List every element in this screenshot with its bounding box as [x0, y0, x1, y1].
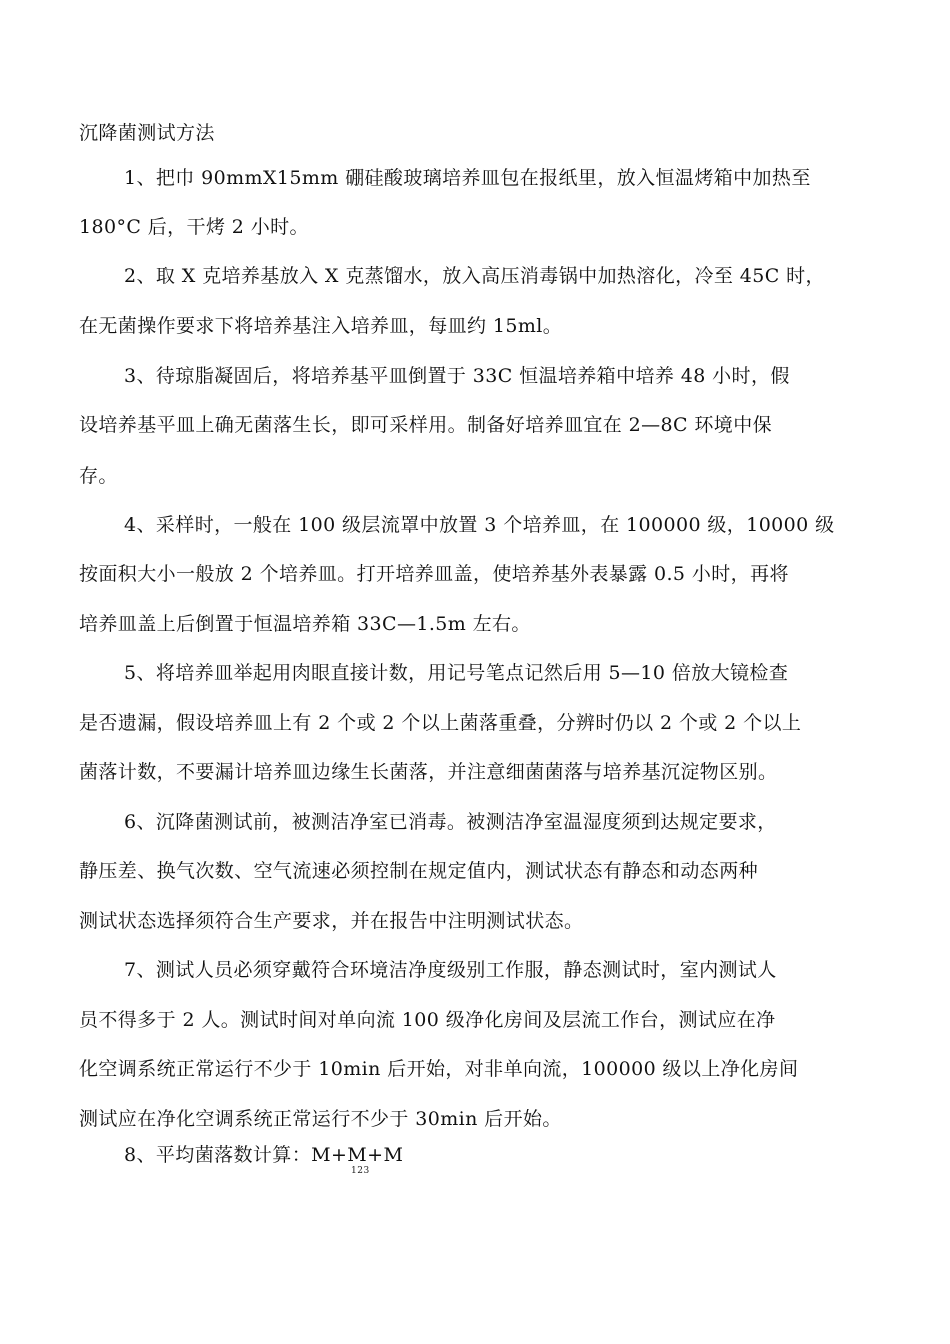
- paragraph-3-line-2: 设培养基平皿上确无菌落生长，即可采样用。制备好培养皿宜在 2—8C 环境中保: [79, 414, 772, 436]
- paragraph-4-line-3: 培养皿盖上后倒置于恒温培养箱 33C—1.5m 左右。: [79, 613, 531, 635]
- paragraph-2-line-1: 2、取 X 克培养基放入 X 克蒸馏水，放入高压消毒锅中加热溶化，冷至 45C 时，: [124, 265, 825, 287]
- paragraph-7-line-1: 7、测试人员必须穿戴符合环境洁净度级别工作服，静态测试时，室内测试人: [124, 959, 777, 981]
- paragraph-8-line-1: 8、平均菌落数计算：M+M+M: [124, 1144, 404, 1166]
- paragraph-7-line-3: 化空调系统正常运行不少于 10min 后开始，对非单向流，100000 级以上净化房间: [79, 1058, 799, 1080]
- paragraph-4-line-1: 4、采样时，一般在 100 级层流罩中放置 3 个培养皿，在 100000 级，10000 级: [124, 514, 835, 536]
- paragraph-1-line-1: 1、把巾 90mmX15mm 硼硅酸玻璃培养皿包在报纸里，放入恒温烤箱中加热至: [124, 167, 811, 189]
- formula-subscripts: 123: [351, 1166, 370, 1176]
- paragraph-3-line-3: 存。: [79, 465, 118, 487]
- paragraph-4-line-2: 按面积大小一般放 2 个培养皿。打开培养皿盖，使培养基外表暴露 0.5 小时，再将: [79, 563, 789, 585]
- paragraph-2-line-2: 在无菌操作要求下将培养基注入培养皿，每皿约 15ml。: [79, 315, 563, 337]
- document-title: 沉降菌测试方法: [79, 122, 215, 144]
- paragraph-7-line-4: 测试应在净化空调系统正常运行不少于 30min 后开始。: [79, 1108, 562, 1130]
- paragraph-6-line-3: 测试状态选择须符合生产要求，并在报告中注明测试状态。: [79, 910, 584, 932]
- paragraph-5-line-2: 是否遗漏，假设培养皿上有 2 个或 2 个以上菌落重叠，分辨时仍以 2 个或 2 个以上: [79, 712, 802, 734]
- paragraph-6-line-2: 静压差、换气次数、空气流速必须控制在规定值内，测试状态有静态和动态两种: [79, 860, 759, 882]
- paragraph-7-line-2: 员不得多于 2 人。测试时间对单向流 100 级净化房间及层流工作台，测试应在净: [79, 1009, 776, 1031]
- paragraph-3-line-1: 3、待琼脂凝固后，将培养基平皿倒置于 33C 恒温培养箱中培养 48 小时，假: [124, 365, 790, 387]
- paragraph-5-line-1: 5、将培养皿举起用肉眼直接计数，用记号笔点记然后用 5—10 倍放大镜检查: [124, 662, 789, 684]
- paragraph-6-line-1: 6、沉降菌测试前，被测洁净室已消毒。被测洁净室温湿度须到达规定要求，: [124, 811, 777, 833]
- paragraph-1-line-2: 180°C 后，干烤 2 小时。: [79, 216, 309, 238]
- paragraph-5-line-3: 菌落计数，不要漏计培养皿边缘生长菌落，并注意细菌菌落与培养基沉淀物区别。: [79, 761, 778, 783]
